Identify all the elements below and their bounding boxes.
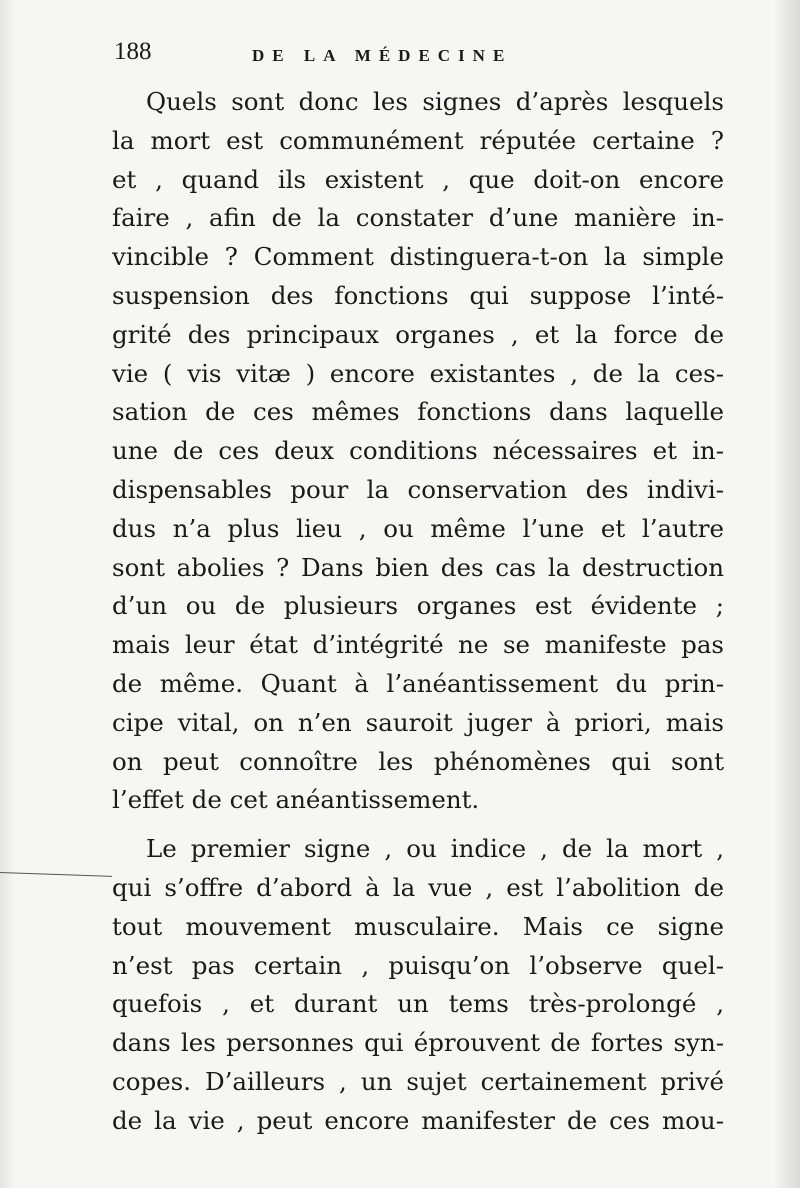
page-header: [114, 38, 714, 78]
paragraph-gap: [112, 820, 724, 830]
text-line: l’effet de cet anéantissement.: [112, 785, 480, 815]
paragraph-2: [112, 830, 724, 1140]
page-number: 188: [114, 38, 152, 65]
text-line: de même. Quant à l’anéantissement du prin-: [112, 668, 724, 698]
text-line: n’est pas certain , puisqu’on l’observe quel-: [112, 950, 724, 980]
text-line: une de ces deux conditions nécessaires et in-: [112, 436, 724, 466]
text-line: copes. D’ailleurs , un sujet certainement privé: [112, 1066, 724, 1096]
paragraph-1: [112, 83, 724, 820]
text-line: la mort est communément réputée certaine ?: [112, 125, 724, 155]
text-line: faire , afin de la constater d’une manière in-: [112, 203, 724, 233]
text-line: tout mouvement musculaire. Mais ce signe: [112, 911, 724, 941]
text-line: Le premier signe , ou indice , de la mort ,: [146, 834, 724, 864]
running-title: DE LA MÉDECINE: [252, 46, 513, 65]
text-line: dans les personnes qui éprouvent de fortes syn-: [112, 1028, 724, 1058]
stray-pen-mark: [0, 872, 112, 877]
text-line: d’un ou de plusieurs organes est évidente ;: [112, 591, 724, 621]
page-shadow-left: [0, 0, 14, 1188]
text-line: vie ( vis vitæ ) encore existantes , de la ces-: [112, 358, 724, 388]
text-line: dus n’a plus lieu , ou même l’une et l’autre: [112, 513, 724, 543]
text-line: et , quand ils existent , que doit-on encore: [112, 164, 724, 194]
text-line: mais leur état d’intégrité ne se manifeste pas: [112, 630, 724, 660]
page-shadow-right: [774, 0, 800, 1188]
text-line: on peut connoître les phénomènes qui sont: [112, 746, 724, 776]
text-line: Quels sont donc les signes d’après lesquels: [146, 87, 724, 116]
text-line: qui s’offre d’abord à la vue , est l’abolition de: [112, 872, 724, 902]
text-line: quefois , et durant un tems très-prolongé ,: [112, 989, 724, 1019]
text-line: grité des principaux organes , et la force de: [112, 319, 724, 349]
text-line: vincible ? Comment distinguera-t-on la simple: [112, 242, 724, 272]
text-line: sont abolies ? Dans bien des cas la destruction: [112, 552, 724, 582]
text-line: cipe vital, on n’en sauroit juger à priori, mais: [112, 707, 724, 737]
text-line: dispensables pour la conservation des indivi-: [112, 474, 724, 504]
text-line: sation de ces mêmes fonctions dans laquelle: [112, 397, 724, 427]
text-body: [112, 83, 724, 1141]
text-line: suspension des fonctions qui suppose l’inté-: [112, 280, 724, 310]
text-line: de la vie , peut encore manifester de ces mou-: [112, 1105, 724, 1135]
